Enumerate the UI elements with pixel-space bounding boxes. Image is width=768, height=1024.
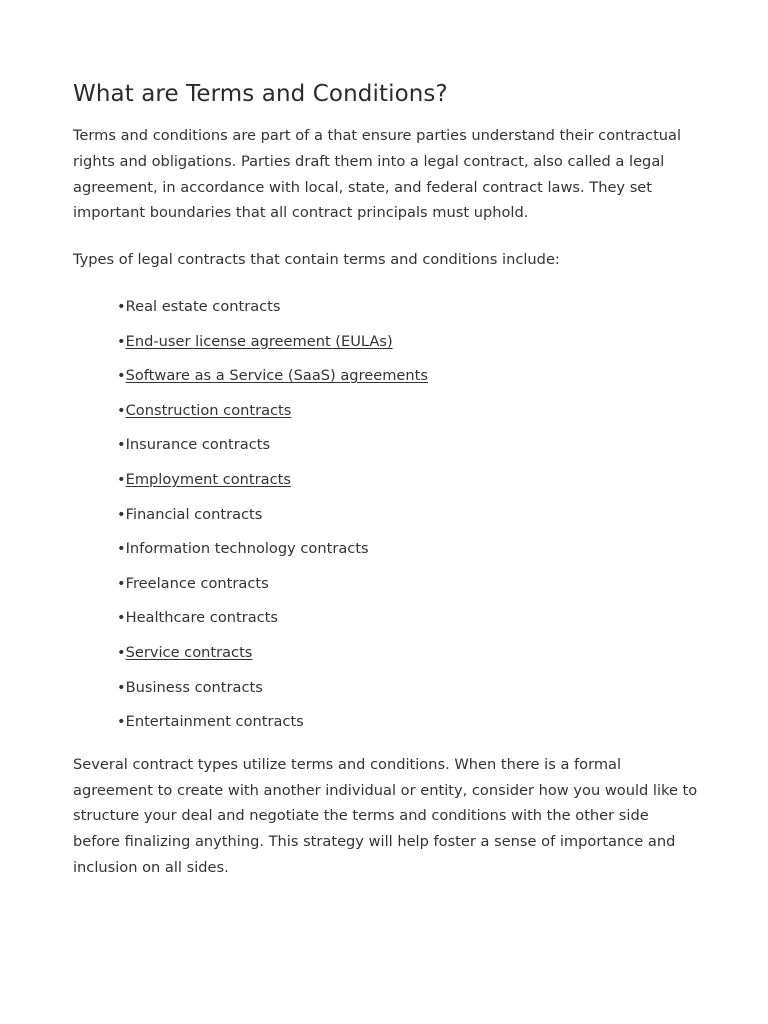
- bullet-icon: •: [117, 678, 126, 696]
- contract-type-information-technology: Information technology contracts: [125, 540, 369, 558]
- list-item: [117, 608, 698, 643]
- bullet-icon: •: [117, 401, 126, 419]
- list-item: [117, 435, 698, 470]
- list-item: [117, 574, 698, 609]
- contract-type-link-service[interactable]: Service contracts: [125, 643, 253, 661]
- contract-type-link-construction[interactable]: Construction contracts: [125, 401, 292, 419]
- bullet-icon: •: [117, 505, 126, 523]
- list-item: [117, 366, 698, 401]
- contract-type-link-employment[interactable]: Employment contracts: [125, 470, 291, 488]
- list-item: [117, 505, 698, 540]
- contract-type-financial: Financial contracts: [125, 505, 263, 523]
- types-intro-paragraph: Types of legal contracts that contain terms and conditions include:: [73, 251, 560, 269]
- bullet-icon: •: [117, 540, 126, 558]
- page-title: What are Terms and Conditions?: [73, 81, 448, 107]
- closing-paragraph: Several contract types utilize terms and conditions. When there is a formal agreement to create with another individual or entity, consider how you would like to structure your deal and negotiate the terms and conditions with the other side before finalizing anything. This strategy will help foster a sense of importance and inclusion on all sides.: [73, 755, 698, 876]
- contract-type-entertainment: Entertainment contracts: [125, 713, 304, 731]
- document-page: [73, 78, 698, 881]
- list-item: [117, 539, 698, 574]
- contract-type-real-estate: Real estate contracts: [125, 297, 281, 315]
- bullet-icon: •: [117, 367, 126, 385]
- contract-types-list: [73, 297, 698, 747]
- list-item: [117, 401, 698, 436]
- list-item: [117, 297, 698, 332]
- bullet-icon: •: [117, 643, 126, 661]
- bullet-icon: •: [117, 436, 126, 454]
- bullet-icon: •: [117, 609, 126, 627]
- bullet-icon: •: [117, 574, 126, 592]
- list-item: [117, 678, 698, 713]
- list-item: [117, 332, 698, 367]
- list-item: [117, 470, 698, 505]
- bullet-icon: •: [117, 470, 126, 488]
- contract-type-business: Business contracts: [125, 678, 263, 696]
- contract-type-link-eula[interactable]: End-user license agreement (EULAs): [125, 332, 393, 350]
- bullet-icon: •: [117, 297, 126, 315]
- list-item: [117, 712, 698, 747]
- contract-type-link-saas[interactable]: Software as a Service (SaaS) agreements: [125, 367, 428, 385]
- bullet-icon: •: [117, 332, 126, 350]
- contract-type-healthcare: Healthcare contracts: [125, 609, 279, 627]
- contract-type-insurance: Insurance contracts: [125, 436, 271, 454]
- list-item: [117, 643, 698, 678]
- intro-paragraph: Terms and conditions are part of a that ensure parties understand their contractual rights and obligations. Parties draft them into a legal contract, also called a legal agreement, in accordance with local, state, and federal contract laws. They set important boundaries that all contract principals must uphold.: [73, 127, 682, 222]
- contract-type-freelance: Freelance contracts: [125, 574, 269, 592]
- bullet-icon: •: [117, 713, 126, 731]
